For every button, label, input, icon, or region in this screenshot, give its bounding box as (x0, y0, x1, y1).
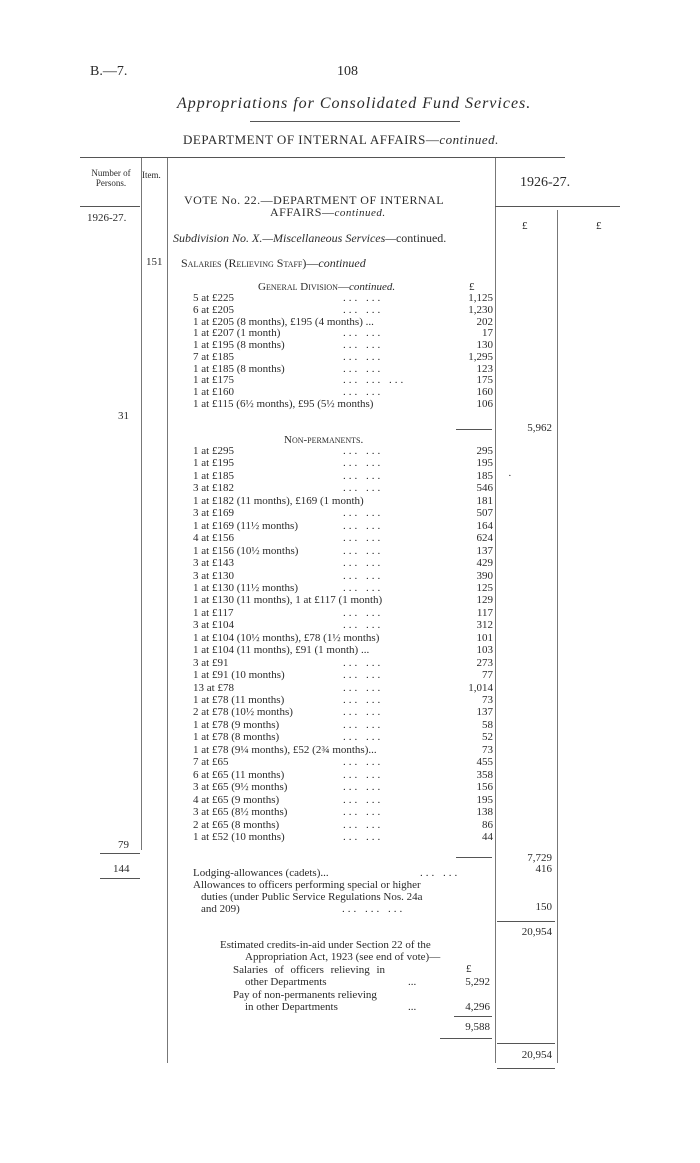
non-permanents-leader-dots: ... ... (343, 445, 384, 457)
non-permanents-amount: 273 (476, 656, 493, 669)
non-permanents-amount: 77 (482, 669, 493, 682)
final-total-rule-top (497, 1043, 555, 1044)
credits-heading-line2: Appropriation Act, 1923 (see end of vote)— (245, 951, 441, 963)
non-permanents-amount: 390 (476, 569, 493, 582)
general-division-amount: 130 (476, 339, 493, 351)
general-division-leader-dots: ... ... (343, 292, 384, 304)
non-permanents-description: 1 at £104 (10½ months), £78 (1½ months) (193, 631, 380, 644)
general-division-description: 1 at £175 (193, 374, 234, 387)
non-permanents-leader-dots: ... ... (343, 669, 384, 682)
item-number: 151 (146, 256, 163, 268)
non-permanents-description: 3 at £104 (193, 619, 234, 632)
non-permanents-amount: 101 (476, 631, 493, 644)
general-division-amount: 17 (482, 327, 493, 340)
non-permanents-description: 3 at £91 (193, 656, 229, 669)
non-permanents-row (193, 545, 493, 558)
non-permanents-leader-dots: ... ... (343, 793, 384, 806)
page-title: Appropriations for Consolidated Fund Services. (177, 95, 532, 112)
general-division-continued: continued. (348, 281, 396, 293)
non-permanents-amount: 195 (476, 457, 493, 470)
non-permanents-description: 3 at £143 (193, 557, 234, 570)
non-permanents-leader-dots: ... ... (343, 694, 384, 706)
non-permanents-leader-dots: ... ... (343, 507, 384, 520)
non-permanents-amount: 103 (476, 644, 493, 657)
non-permanents-description: 1 at £104 (11 months), £91 (1 month) ... (193, 644, 370, 657)
amount-column-rule (495, 158, 496, 1063)
non-permanents-description: 1 at £91 (10 months) (193, 669, 285, 682)
special-allowances-amount: 150 (535, 901, 552, 913)
non-permanents-row (193, 594, 493, 607)
non-permanents-leader-dots: ... ... (343, 768, 384, 781)
non-permanents-leader-dots: ... ... (343, 469, 384, 482)
vote-heading-affairs: AFFAIRS— (270, 205, 335, 219)
non-permanents-description: 7 at £65 (193, 756, 229, 769)
number-of-persons-header: Number of Persons. (91, 168, 131, 188)
vote-heading-continued: continued. (334, 207, 386, 219)
non-permanents-description: 3 at £65 (9½ months) (193, 781, 288, 794)
general-division-total: 5,962 (527, 422, 552, 434)
non-permanents-row (193, 507, 493, 520)
non-permanents-description: 1 at £185 (193, 469, 234, 482)
final-total: 20,954 (521, 1049, 552, 1061)
non-permanents-row (193, 819, 493, 832)
non-permanents-leader-dots: ... ... (343, 706, 384, 719)
salaries-heading (181, 256, 366, 271)
non-permanents-amount: 73 (482, 694, 493, 706)
non-permanents-amount: 1,014 (468, 681, 493, 694)
general-division-amount: 123 (476, 362, 493, 375)
general-division-leader-dots: ... ... (343, 327, 384, 340)
non-permanents-amount: 185 (476, 469, 493, 482)
special-allowances-dots: ... ... ... (342, 903, 406, 915)
non-permanents-description: 1 at £182 (11 months), £169 (1 month) (193, 494, 364, 507)
general-division-leader-dots: ... ... (343, 303, 384, 316)
non-permanents-row (193, 532, 493, 545)
non-permanents-row (193, 781, 493, 794)
non-permanents-leader-dots: ... ... (343, 557, 384, 570)
general-division-persons: 31 (118, 410, 129, 422)
non-permanents-row (193, 756, 493, 769)
non-permanents-description: 4 at £65 (9 months) (193, 793, 280, 806)
non-permanents-description: 1 at £195 (193, 457, 234, 470)
credits-salaries-dots: ... (408, 976, 417, 988)
general-division-description: 1 at £160 (193, 386, 234, 398)
non-permanents-leader-dots: ... ... (343, 569, 384, 582)
general-division-pound: £ (469, 281, 475, 293)
general-division-leader-dots: ... ... (343, 386, 384, 398)
non-permanents-row (193, 719, 493, 732)
text-column-rule (167, 158, 168, 1063)
non-permanents-leader-dots: ... ... (343, 806, 384, 819)
general-division-description: 1 at £185 (8 months) (193, 362, 285, 375)
left-header-rule (80, 206, 140, 207)
non-permanents-row (193, 495, 493, 508)
non-permanents-row (193, 557, 493, 570)
non-permanents-amount: 117 (476, 606, 493, 619)
non-permanents-row (193, 582, 493, 595)
special-allowances-line1: Allowances to officers performing special or higher (193, 879, 421, 891)
non-permanents-amount: 52 (482, 731, 493, 744)
stray-mark: · (508, 470, 512, 482)
general-division-leader-dots: ... ... (343, 362, 384, 375)
non-permanents-heading: Non-permanents. (284, 434, 364, 446)
subtotal-rule (497, 921, 555, 922)
non-permanents-amount: 295 (476, 445, 493, 457)
non-permanents-amount: 181 (476, 494, 493, 507)
non-permanents-amount: 358 (476, 768, 493, 781)
subdivision-label: Subdivision No. X.—Miscellaneous Services— (173, 231, 396, 245)
general-division-leader-dots: ... ... (343, 339, 384, 351)
non-permanents-row (193, 706, 493, 719)
general-division-description: 1 at £205 (8 months), £195 (4 months) ... (193, 315, 374, 328)
non-permanents-total: 7,729 (527, 852, 552, 864)
general-division-description: 1 at £195 (8 months) (193, 339, 285, 351)
non-permanents-leader-dots: ... ... (343, 532, 384, 545)
non-permanents-row (193, 470, 493, 483)
non-permanents-row (193, 669, 493, 682)
non-permanents-description: 1 at £78 (8 months) (193, 731, 280, 744)
general-division-amount: 175 (476, 374, 493, 387)
non-permanents-rule (456, 857, 492, 858)
non-permanents-description: 1 at £130 (11½ months) (193, 581, 298, 594)
year-right-header: 1926-27. (520, 175, 571, 190)
non-permanents-description: 1 at £78 (9 months) (193, 718, 280, 731)
non-permanents-leader-dots: ... ... (343, 519, 384, 532)
salaries-label: Salaries (Relieving Staff)— (181, 256, 319, 270)
non-permanents-description: 3 at £182 (193, 482, 234, 495)
report-reference: B.—7. (90, 64, 128, 79)
non-permanents-amount: 44 (482, 830, 493, 843)
non-permanents-row (193, 632, 493, 645)
pound-header-right: £ (596, 220, 602, 232)
non-permanents-row (193, 831, 493, 844)
general-division-description: 5 at £225 (193, 292, 234, 304)
non-permanents-description: 3 at £65 (8½ months) (193, 806, 288, 819)
general-division-amount: 1,295 (468, 350, 493, 363)
general-division-description: 1 at £207 (1 month) (193, 327, 281, 340)
general-division-amount: 160 (476, 386, 493, 398)
non-permanents-row (193, 607, 493, 620)
lodging-allowances-dots: ... ... (420, 867, 461, 879)
non-permanents-description: 3 at £169 (193, 507, 234, 520)
non-permanents-description: 1 at £52 (10 months) (193, 830, 285, 843)
non-permanents-persons: 79 (118, 839, 129, 851)
general-division-label: General Division— (258, 281, 349, 293)
non-permanents-leader-dots: ... ... (343, 619, 384, 632)
total-persons: 144 (113, 863, 130, 875)
general-division-description: 1 at £115 (6½ months), £95 (5½ months) (193, 397, 374, 410)
persons-rule-upper (100, 853, 140, 854)
lodging-allowances-amount: 416 (535, 863, 552, 875)
persons-rule-lower (100, 878, 140, 879)
subtotal-amount: 20,954 (521, 926, 552, 938)
non-permanents-leader-dots: ... ... (343, 544, 384, 557)
non-permanents-amount: 86 (482, 818, 493, 831)
non-permanents-row (193, 794, 493, 807)
non-permanents-description: 1 at £78 (9¼ months), £52 (2¾ months)... (193, 743, 377, 756)
non-permanents-row (193, 520, 493, 533)
non-permanents-row (193, 744, 493, 757)
credits-salaries-line1: Salaries of officers relieving in (233, 964, 386, 976)
general-division-rule (456, 429, 492, 430)
non-permanents-amount: 73 (482, 743, 493, 756)
subdivision-continued: continued. (395, 231, 447, 245)
non-permanents-row (193, 482, 493, 495)
non-permanents-description: 1 at £169 (11½ months) (193, 519, 298, 532)
general-division-leader-dots: ... ... ... (343, 374, 407, 387)
non-permanents-amount: 164 (476, 519, 493, 532)
final-total-rule-bottom (497, 1068, 555, 1069)
non-permanents-description: 2 at £65 (8 months) (193, 818, 280, 831)
credits-pound: £ (466, 963, 472, 975)
non-permanents-leader-dots: ... ... (343, 718, 384, 731)
non-permanents-row (193, 731, 493, 744)
non-permanents-leader-dots: ... ... (343, 681, 384, 694)
credits-pay-amount: 4,296 (465, 1001, 490, 1013)
salaries-continued: continued (318, 256, 366, 270)
non-permanents-amount: 129 (476, 594, 493, 607)
non-permanents-amount: 137 (476, 544, 493, 557)
credits-salaries-amount: 5,292 (465, 976, 490, 988)
general-division-row (193, 398, 493, 411)
credits-pay-line1: Pay of non-permanents relieving (233, 989, 377, 1001)
non-permanents-description: 13 at £78 (193, 681, 234, 694)
non-permanents-row (193, 457, 493, 470)
vote-heading-line2 (270, 205, 386, 220)
lodging-allowances-label: Lodging-allowances (cadets)... (193, 867, 329, 879)
non-permanents-leader-dots: ... ... (343, 830, 384, 843)
non-permanents-amount: 125 (476, 581, 493, 594)
year-left-header: 1926-27. (87, 212, 127, 224)
non-permanents-row (193, 644, 493, 657)
non-permanents-leader-dots: ... ... (343, 457, 384, 470)
item-header: Item. (142, 170, 161, 180)
non-permanents-amount: 455 (476, 756, 493, 769)
non-permanents-amount: 156 (476, 781, 493, 794)
general-division-description: 6 at £205 (193, 303, 234, 316)
department-heading (183, 132, 499, 148)
non-permanents-amount: 429 (476, 557, 493, 570)
credits-total-rule (440, 1038, 492, 1039)
table-top-rule (80, 157, 565, 158)
non-permanents-row (193, 619, 493, 632)
non-permanents-row (193, 445, 493, 458)
non-permanents-leader-dots: ... ... (343, 756, 384, 769)
general-division-description: 7 at £185 (193, 350, 234, 363)
credits-rule (454, 1016, 492, 1017)
non-permanents-row (193, 570, 493, 583)
non-permanents-description: 1 at £295 (193, 445, 234, 457)
pound-header-left: £ (522, 220, 528, 232)
credits-salaries-line2: other Departments (245, 976, 327, 988)
non-permanents-row (193, 806, 493, 819)
non-permanents-leader-dots: ... ... (343, 731, 384, 744)
general-division-amount: 1,125 (468, 292, 493, 304)
non-permanents-description: 1 at £117 (193, 606, 234, 619)
department-continued: continued. (439, 132, 499, 147)
non-permanents-row (193, 682, 493, 695)
non-permanents-description: 4 at £156 (193, 532, 234, 545)
right-column-rule (557, 210, 558, 1063)
non-permanents-row (193, 694, 493, 707)
non-permanents-amount: 137 (476, 706, 493, 719)
item-column-rule (141, 158, 142, 850)
credits-pay-line2: in other Departments (245, 1001, 338, 1013)
non-permanents-row (193, 769, 493, 782)
title-rule (250, 121, 460, 122)
non-permanents-leader-dots: ... ... (343, 581, 384, 594)
special-allowances-line2: duties (under Public Service Regulations Nos. 24a (201, 891, 423, 903)
non-permanents-amount: 195 (476, 793, 493, 806)
non-permanents-amount: 58 (482, 718, 493, 731)
non-permanents-leader-dots: ... ... (343, 482, 384, 495)
non-permanents-description: 6 at £65 (11 months) (193, 768, 285, 781)
department-name: DEPARTMENT OF INTERNAL AFFAIRS— (183, 132, 440, 147)
general-division-leader-dots: ... ... (343, 350, 384, 363)
non-permanents-leader-dots: ... ... (343, 656, 384, 669)
general-division-amount: 202 (476, 315, 493, 328)
vote-heading-line1: VOTE No. 22.—DEPARTMENT OF INTERNAL (184, 193, 445, 207)
non-permanents-amount: 312 (476, 619, 493, 632)
non-permanents-description: 1 at £78 (11 months) (193, 694, 285, 706)
non-permanents-row (193, 657, 493, 670)
non-permanents-leader-dots: ... ... (343, 606, 384, 619)
non-permanents-leader-dots: ... ... (343, 781, 384, 794)
non-permanents-amount: 507 (476, 507, 493, 520)
page-number: 108 (337, 64, 358, 79)
non-permanents-description: 1 at £130 (11 months), 1 at £117 (1 month) (193, 594, 383, 607)
non-permanents-description: 1 at £156 (10½ months) (193, 544, 299, 557)
credits-heading-line1: Estimated credits-in-aid under Section 22 of the (220, 939, 431, 951)
general-division-amount: 1,230 (468, 303, 493, 316)
credits-total: 9,588 (465, 1021, 490, 1033)
non-permanents-amount: 546 (476, 482, 493, 495)
non-permanents-amount: 624 (476, 532, 493, 545)
non-permanents-description: 2 at £78 (10½ months) (193, 706, 293, 719)
credits-pay-dots: ... (408, 1001, 417, 1013)
non-permanents-amount: 138 (476, 806, 493, 819)
non-permanents-description: 3 at £130 (193, 569, 234, 582)
non-permanents-leader-dots: ... ... (343, 818, 384, 831)
general-division-amount: 106 (476, 397, 493, 410)
subdivision-heading (173, 231, 446, 246)
special-allowances-line3: and 209) (201, 903, 240, 915)
right-header-rule (495, 206, 620, 207)
